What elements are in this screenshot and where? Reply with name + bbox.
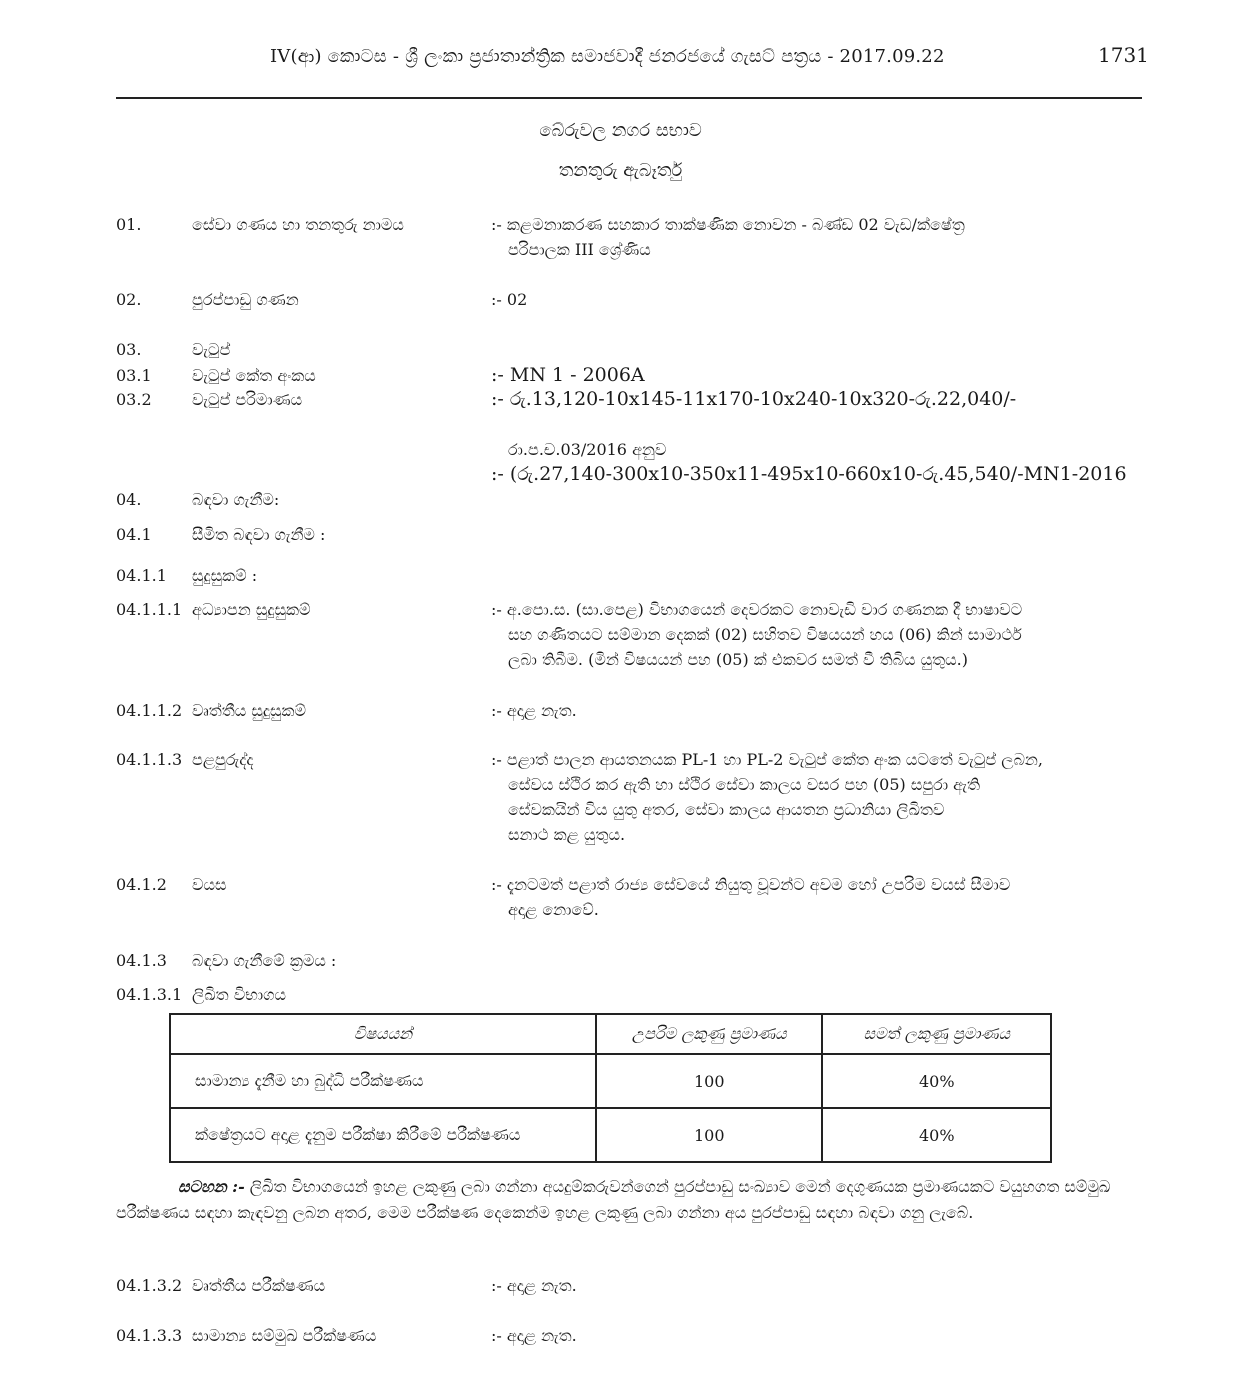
written-exam-table bbox=[169, 1013, 1052, 1163]
item-number: 04.1 bbox=[116, 525, 152, 544]
gazette-header: IV(ආ) කොටස - ශ්‍රී ලංකා ප්‍රජාතාන්ත්‍රික සමාජවාදී ජනරජයේ ගැසට් පත්‍රය - 2017.09.22 bbox=[270, 46, 945, 67]
item-label: වෘත්තීය සුදුසුකම් bbox=[192, 701, 306, 720]
item-value: :- කළමනාකරණ සහකාර තාක්ෂණික නොවන - බණ්ඩ 02 වැඩ/ක්ෂේත්‍ර bbox=[491, 215, 965, 234]
item-label: වයස bbox=[192, 875, 227, 894]
note-paragraph bbox=[116, 1174, 1126, 1226]
item-number: 04.1.3.2 bbox=[116, 1276, 183, 1295]
item-value: :- 02 bbox=[491, 290, 528, 309]
max-marks-cell: 100 bbox=[596, 1054, 822, 1108]
item-label: ලිඛිත විභාගය bbox=[192, 985, 287, 1004]
item-label: බඳවා ගැනීමේ ක්‍රමය : bbox=[192, 951, 337, 970]
item-value-continued: අදාළ නොවේ. bbox=[508, 900, 599, 919]
pass-marks-cell: 40% bbox=[822, 1054, 1051, 1108]
item-value: :- අ.පො.ස. (සා.පෙළ) විභාගයෙන් දෙවරකට නොවැඩි වාර ගණනක දී භාෂාවට bbox=[491, 600, 1023, 619]
pass-marks-cell: 40% bbox=[822, 1108, 1051, 1162]
item-number: 04.1.3.3 bbox=[116, 1326, 183, 1345]
item-value: :- අදාළ නැත. bbox=[491, 1326, 577, 1345]
item-number: 01. bbox=[116, 215, 142, 234]
item-label: පළපුරුද්ද bbox=[192, 750, 254, 769]
item-value: :- අදාළ නැත. bbox=[491, 1276, 577, 1295]
item-number: 03.2 bbox=[116, 390, 152, 409]
item-value-continued: සහ ගණිතයට සම්මාන දෙකක් (02) සහිතව විෂයයන් හය (06) කින් සාමාර්ථ bbox=[508, 625, 1022, 644]
item-label: පුරප්පාඩු ගණන bbox=[192, 290, 299, 309]
page-number: 1731 bbox=[1098, 43, 1149, 67]
item-number: 03.1 bbox=[116, 366, 152, 385]
table-row bbox=[170, 1054, 1051, 1108]
circular-reference: රා.ප.ච.03/2016 අනුව bbox=[508, 440, 667, 459]
item-label: සේවා ගණය හා තනතුරු නාමය bbox=[192, 215, 404, 234]
item-number: 02. bbox=[116, 290, 142, 309]
item-value-continued: පරිපාලක III ශ්‍රේණිය bbox=[508, 240, 651, 259]
item-label: වැටුප් bbox=[192, 340, 231, 359]
council-title: බේරුවල නගර සභාව bbox=[539, 120, 702, 141]
column-header: උපරිම ලකුණු ප්‍රමාණය bbox=[596, 1014, 822, 1054]
item-value-continued: ලබා තිබීම. (මින් විෂයයන් පහ (05) ක් එකවර සමත් වී තිබිය යුතුය.) bbox=[508, 650, 968, 669]
item-value-continued: සේවය ස්ථිර කර ඇති හා ස්ථිර සේවා කාලය වසර පහ (05) සපුරා ඇති bbox=[508, 775, 981, 794]
item-number: 04.1.3.1 bbox=[116, 985, 183, 1004]
item-value-continued: සනාථ කළ යුතුය. bbox=[508, 825, 626, 844]
revised-salary-scale: :- (රු.27,140-300x10-350x11-495x10-660x10-රු.45,540/-MN1-2016 bbox=[491, 463, 1127, 485]
item-label: සාමාන්‍ය සම්මුඛ පරීක්ෂණය bbox=[192, 1326, 377, 1345]
item-label: වැටුප් පරිමාණය bbox=[192, 390, 303, 409]
table-header-row bbox=[170, 1014, 1051, 1054]
item-label: වෘත්තීය පරීක්ෂණය bbox=[192, 1276, 326, 1295]
item-number: 04. bbox=[116, 490, 142, 509]
item-number: 04.1.1.1 bbox=[116, 600, 183, 619]
column-header: විෂයයන් bbox=[170, 1014, 596, 1054]
item-value: :- අදාළ නැත. bbox=[491, 701, 577, 720]
note-label: සටහන :- bbox=[178, 1177, 245, 1196]
item-number: 04.1.3 bbox=[116, 951, 167, 970]
item-label: සීමිත බඳවා ගැනීම : bbox=[192, 525, 326, 544]
item-number: 04.1.1 bbox=[116, 566, 167, 585]
subject-cell: සාමාන්‍ය දැනීම හා බුද්ධි පරීක්ෂණය bbox=[170, 1054, 596, 1108]
item-value-continued: සේවකයින් විය යුතු අතර, සේවා කාලය ආයතන ප්‍රධානියා ලිඛිතව bbox=[508, 800, 945, 819]
item-number: 04.1.2 bbox=[116, 875, 167, 894]
salary-scale: :- රු.13,120-10x145-11x170-10x240-10x320-රු.22,040/- bbox=[491, 388, 1017, 410]
item-label: අධ්‍යාපන සුදුසුකම් bbox=[192, 600, 311, 619]
item-number: 04.1.1.2 bbox=[116, 701, 183, 720]
subject-cell: ක්ෂේත්‍රයට අදාළ දැනුම පරීක්ෂා කිරීමේ පරීක්ෂණය bbox=[170, 1108, 596, 1162]
salary-code: :- MN 1 - 2006A bbox=[491, 364, 645, 386]
item-label: වැටුප් කේත අංකය bbox=[192, 366, 316, 385]
max-marks-cell: 100 bbox=[596, 1108, 822, 1162]
item-number: 03. bbox=[116, 340, 142, 359]
item-value: :- පළාත් පාලන ආයතනයක PL-1 හා PL-2 වැටුප් කේත අංක යටතේ වැටුප් ලබන, bbox=[491, 750, 1043, 769]
header-divider bbox=[116, 97, 1142, 99]
column-header: සමත් ලකුණු ප්‍රමාණය bbox=[822, 1014, 1051, 1054]
item-label: බඳවා ගැනීම: bbox=[192, 490, 280, 509]
item-number: 04.1.1.3 bbox=[116, 750, 183, 769]
item-value: :- දැනටමත් පළාත් රාජ්‍ය සේවයේ නියුතු වූවන්ට අවම හෝ උපරිම වයස් සීමාව bbox=[491, 875, 1011, 894]
note-text: ලිඛිත විභාගයෙන් ඉහළ ලකුණු ලබා ගන්නා අයදුම්කරුවන්ගෙන් පුරප්පාඩු සංඛ්‍යාව මෙන් දෙගුණයක ප්‍රමාණයකට වයුහගත සම්මුඛ පරීක්ෂණය සඳහා කැඳවනු ලබන අතර, මෙම පරීක්ෂණ දෙකෙන්ම ඉහළ ලකුණු ලබා ගන්නා අය පුරප්පාඩු සඳහා බඳවා ගනු ලැබේ. bbox=[116, 1177, 1111, 1222]
item-label: සුදුසුකම් : bbox=[192, 566, 258, 585]
notice-subtitle: තනතුරු ඇබෑර්තු bbox=[558, 160, 683, 181]
table-row bbox=[170, 1108, 1051, 1162]
